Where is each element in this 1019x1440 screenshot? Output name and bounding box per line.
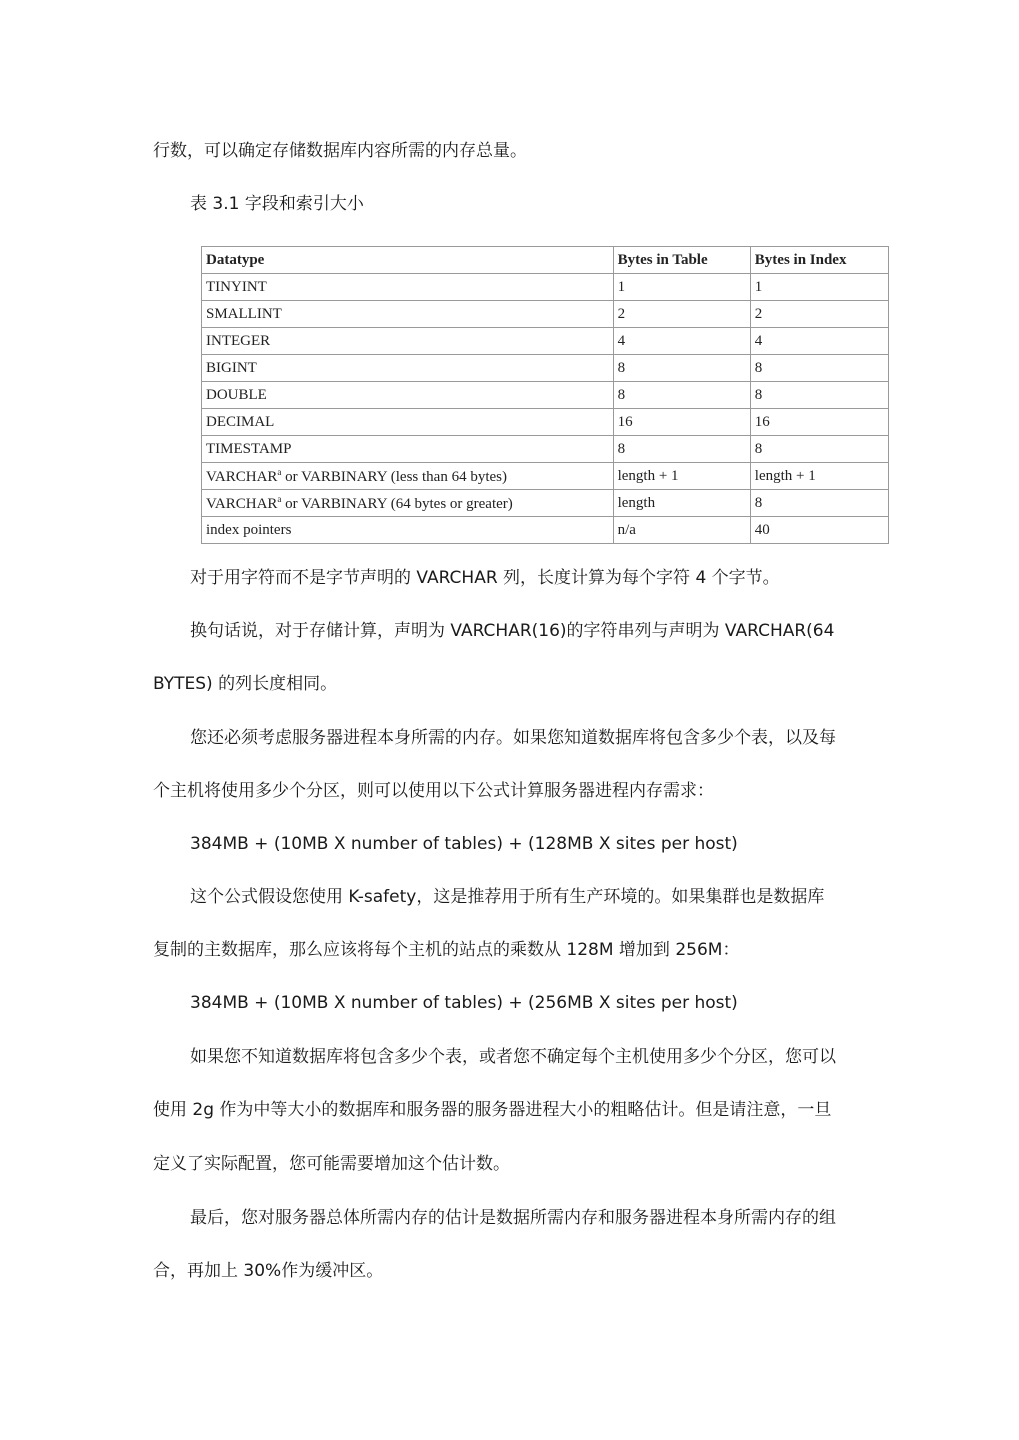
bytes-table-cell: 2: [613, 301, 750, 328]
bytes-table-cell: 8: [613, 355, 750, 382]
header-bytes-in-index: Bytes in Index: [750, 247, 888, 274]
header-bytes-in-table: Bytes in Table: [613, 247, 750, 274]
bytes-table-cell: length: [613, 490, 750, 517]
body-line: 您还必须考虑服务器进程本身所需的内存。如果您知道数据库将包含多少个表，以及每: [190, 728, 836, 748]
bytes-table-cell: 4: [613, 328, 750, 355]
table-row: [202, 436, 889, 463]
bytes-index-cell: 8: [750, 382, 888, 409]
datatype-text: VARCHAR: [206, 468, 278, 485]
table-row: [202, 301, 889, 328]
bytes-index-cell: 8: [750, 436, 888, 463]
bytes-index-cell: 16: [750, 409, 888, 436]
table-row: [202, 382, 889, 409]
table-header-row: [202, 247, 889, 274]
formula-line: 384MB + (10MB X number of tables) + (256MB X sites per host): [190, 993, 738, 1013]
body-line: 复制的主数据库，那么应该将每个主机的站点的乘数从 128M 增加到 256M：: [153, 940, 740, 960]
datatype-cell: [202, 490, 614, 517]
datatype-cell: SMALLINT: [202, 301, 614, 328]
body-line: 最后，您对服务器总体所需内存的估计是数据所需内存和服务器进程本身所需内存的组: [190, 1208, 836, 1228]
body-line: 对于用字符而不是字节声明的 VARCHAR 列，长度计算为每个字符 4 个字节。: [190, 568, 780, 588]
bytes-index-cell: length + 1: [750, 463, 888, 490]
bytes-table-cell: 16: [613, 409, 750, 436]
datatype-size-table: [201, 246, 889, 544]
body-line: BYTES) 的列长度相同。: [153, 674, 338, 694]
formula-line: 384MB + (10MB X number of tables) + (128MB X sites per host): [190, 834, 738, 854]
table-row: [202, 490, 889, 517]
body-line: 个主机将使用多少个分区，则可以使用以下公式计算服务器进程内存需求：: [153, 781, 714, 801]
bytes-index-cell: 4: [750, 328, 888, 355]
datatype-cell: DOUBLE: [202, 382, 614, 409]
body-line: 这个公式假设您使用 K-safety，这是推荐用于所有生产环境的。如果集群也是数据库: [190, 887, 825, 907]
bytes-index-cell: 2: [750, 301, 888, 328]
footnote-marker: a: [277, 493, 282, 504]
bytes-index-cell: 40: [750, 517, 888, 544]
bytes-table-cell: n/a: [613, 517, 750, 544]
bytes-index-cell: 1: [750, 274, 888, 301]
datatype-text: VARCHAR: [206, 495, 278, 512]
body-line: 使用 2g 作为中等大小的数据库和服务器的服务器进程大小的粗略估计。但是请注意，一旦: [153, 1100, 832, 1120]
datatype-cell: INTEGER: [202, 328, 614, 355]
table-caption: 表 3.1 字段和索引大小: [190, 194, 364, 214]
datatype-cell: TIMESTAMP: [202, 436, 614, 463]
bytes-table-cell: 8: [613, 382, 750, 409]
header-datatype: Datatype: [202, 247, 614, 274]
bytes-table-cell: 1: [613, 274, 750, 301]
body-line: 换句话说，对于存储计算，声明为 VARCHAR(16)的字符串列与声明为 VARCHAR(64: [190, 621, 835, 641]
table-row: [202, 328, 889, 355]
bytes-table-cell: length + 1: [613, 463, 750, 490]
bytes-index-cell: 8: [750, 355, 888, 382]
table-row: [202, 517, 889, 544]
table-row: [202, 355, 889, 382]
datatype-cell: BIGINT: [202, 355, 614, 382]
datatype-cell: DECIMAL: [202, 409, 614, 436]
table-row: [202, 274, 889, 301]
body-line: 定义了实际配置，您可能需要增加这个估计数。: [153, 1154, 510, 1174]
datatype-text: or VARBINARY (64 bytes or greater): [281, 495, 513, 512]
bytes-index-cell: 8: [750, 490, 888, 517]
body-line: 合，再加上 30%作为缓冲区。: [153, 1261, 384, 1281]
intro-line: 行数，可以确定存储数据库内容所需的内存总量。: [153, 141, 527, 161]
body-line: 如果您不知道数据库将包含多少个表，或者您不确定每个主机使用多少个分区，您可以: [190, 1047, 836, 1067]
datatype-text: or VARBINARY (less than 64 bytes): [281, 468, 507, 485]
table-row: [202, 409, 889, 436]
bytes-table-cell: 8: [613, 436, 750, 463]
datatype-cell: index pointers: [202, 517, 614, 544]
datatype-cell: TINYINT: [202, 274, 614, 301]
footnote-marker: a: [277, 466, 282, 477]
datatype-cell: [202, 463, 614, 490]
table-row: [202, 463, 889, 490]
